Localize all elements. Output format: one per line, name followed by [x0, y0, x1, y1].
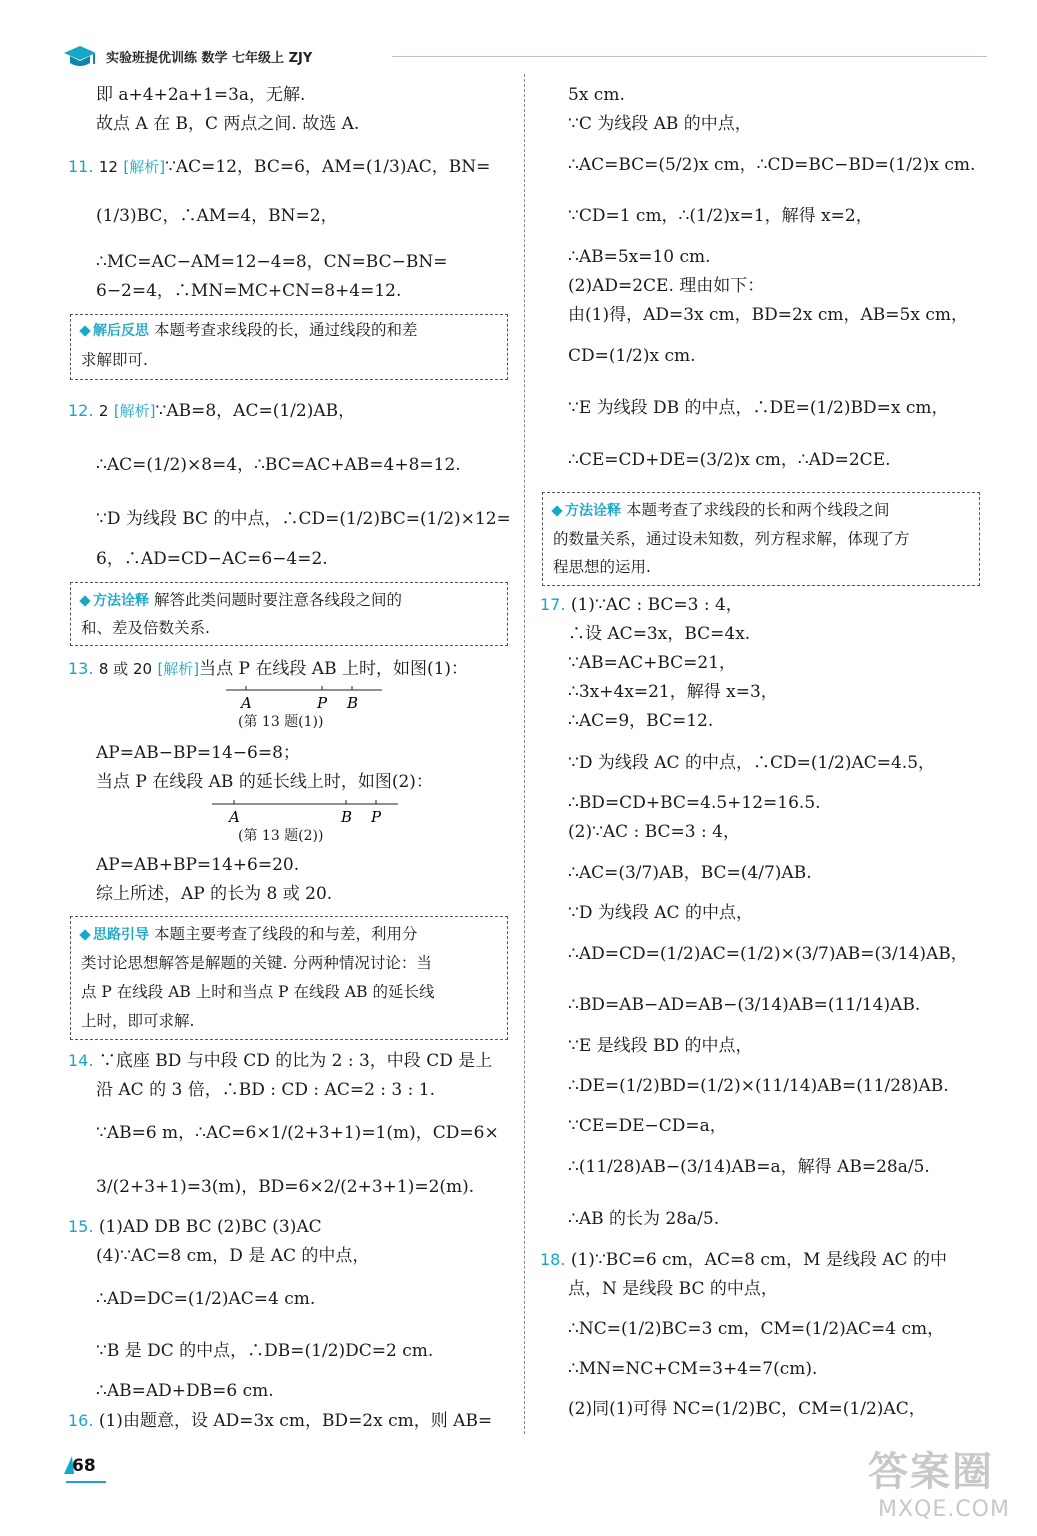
note-text: 解答此类问题时要注意各线段之间的	[153, 591, 402, 609]
text: (1)∵AC : BC=3 : 4，	[570, 595, 743, 615]
text-line: 3/(2+3+1)=3(m)，BD=6×2/(2+3+1)=2(m).	[96, 1177, 475, 1197]
text-line: ∵D 为线段 AC 的中点，	[568, 903, 753, 923]
text-line: ∵AB=AC+BC=21，	[568, 653, 737, 673]
segment-figure-2	[212, 798, 402, 828]
note-label: 解后反思	[93, 323, 149, 339]
page-number-badge	[62, 1452, 108, 1486]
text: ∵底座 BD 与中段 CD 的比为 2 : 3，中段 CD 是上	[98, 1051, 493, 1071]
question-number: 13.	[68, 659, 94, 678]
figure-caption: (第 13 题(1))	[238, 714, 324, 730]
header-rule	[392, 56, 987, 57]
note-text: 本题考查了求线段的长和两个线段之间	[625, 501, 890, 519]
watermark	[868, 1440, 1010, 1522]
watermark-bottom: MXQE.COM	[878, 1497, 1010, 1522]
bullet-icon	[79, 929, 90, 940]
note-label: 方法诠释	[93, 593, 149, 609]
text-line: ∴AC=(3/7)AB，BC=(4/7)AB.	[568, 863, 812, 883]
text-line: 综上所述，AP 的长为 8 或 20.	[96, 884, 333, 904]
watermark-top: 答案圈	[868, 1449, 994, 1495]
text-line: ∵D 为线段 BC 的中点，∴CD=(1/2)BC=(1/2)×12=	[96, 509, 511, 529]
text: (1)由题意，设 AD=3x cm，BD=2x cm，则 AB=	[98, 1411, 493, 1431]
text-line: AP=AB+BP=14+6=20.	[96, 855, 300, 875]
text-line: ∵E 是线段 BD 的中点，	[568, 1036, 753, 1056]
question-number: 11.	[68, 157, 94, 176]
text-line: 即 a+4+2a+1=3a，无解.	[96, 85, 306, 105]
answer: 8 或 20	[98, 660, 153, 678]
text-line: ∴MN=NC+CM=3+4=7(cm).	[568, 1359, 818, 1379]
text-line: (4)∵AC=8 cm，D 是 AC 的中点，	[96, 1246, 370, 1266]
text: (1)∵BC=6 cm，AC=8 cm，M 是线段 AC 的中	[570, 1250, 947, 1270]
note-box	[542, 492, 980, 586]
text-line: (2)同(1)可得 NC=(1/2)BC，CM=(1/2)AC，	[568, 1399, 926, 1419]
text-line: ∴3x+4x=21，解得 x=3，	[568, 682, 778, 702]
text-line: 6，∴AD=CD−AC=6−4=2.	[96, 549, 328, 569]
note-text: 求解即可.	[81, 351, 148, 369]
note-text: 程思想的运用.	[553, 558, 651, 576]
question-13-line	[68, 658, 468, 680]
text-line: ∴AC=BC=(5/2)x cm，∴CD=BC−BD=(1/2)x cm.	[568, 155, 976, 175]
figure-caption: (第 13 题(2))	[238, 828, 324, 844]
text-line: ∴AD=DC=(1/2)AC=4 cm.	[96, 1289, 316, 1309]
question-11-line	[68, 156, 490, 178]
note-box	[70, 916, 508, 1040]
question-number: 12.	[68, 401, 94, 420]
text-line: CD=(1/2)x cm.	[568, 346, 696, 366]
analysis-tag: [解析]	[157, 660, 200, 678]
text-line: ∴AD=CD=(1/2)AC=(1/2)×(3/7)AB=(3/14)AB，	[568, 944, 968, 964]
bullet-icon	[551, 505, 562, 516]
point-label-a: A	[241, 694, 252, 712]
text-line: ∴(11/28)AB−(3/14)AB=a，解得 AB=28a/5.	[568, 1157, 930, 1177]
question-number: 16.	[68, 1411, 94, 1430]
note-box	[70, 582, 508, 646]
text-line: 5x cm.	[568, 85, 625, 105]
point-label-a: A	[229, 808, 240, 826]
question-17-line	[540, 594, 743, 616]
question-12-line	[68, 400, 355, 422]
note-text: 本题主要考查了线段的和与差，利用分	[153, 925, 418, 943]
text-line: ∴设 AC=3x，BC=4x.	[568, 624, 751, 644]
text-line: (2)AD=2CE. 理由如下：	[568, 276, 765, 296]
note-text: 点 P 在线段 AB 上时和当点 P 在线段 AB 的延长线	[81, 983, 435, 1001]
text-line: ∴CE=CD+DE=(3/2)x cm，∴AD=2CE.	[568, 450, 891, 470]
question-15-line	[68, 1216, 322, 1238]
answer: 12	[98, 158, 118, 176]
text-line: 由(1)得，AD=3x cm，BD=2x cm，AB=5x cm，	[568, 305, 968, 325]
text-line: ∴AB 的长为 28a/5.	[568, 1209, 720, 1229]
question-number: 18.	[540, 1250, 566, 1269]
text-line: ∵CD=1 cm，∴(1/2)x=1，解得 x=2，	[568, 206, 873, 226]
header-title: 实验班提优训练 数学 七年级上 ZJY	[106, 51, 313, 66]
text: ∵AB=8，AC=(1/2)AB，	[155, 401, 356, 421]
point-label-b: B	[341, 808, 353, 826]
note-text: 上时，即可求解.	[81, 1012, 195, 1030]
page-number: 68	[72, 1456, 96, 1476]
text-line: ∴AC=(1/2)×8=4，∴BC=AC+AB=4+8=12.	[96, 455, 461, 475]
point-label-p: P	[371, 808, 382, 826]
graduation-cap-icon	[62, 44, 98, 70]
note-box	[70, 314, 508, 380]
question-18-line	[540, 1249, 947, 1271]
text-line: (1/3)BC，∴AM=4，BN=2，	[96, 206, 338, 226]
text-line: (2)∵AC : BC=3 : 4，	[568, 822, 740, 842]
point-label-b: B	[347, 694, 359, 712]
text-line: ∴NC=(1/2)BC=3 cm，CM=(1/2)AC=4 cm，	[568, 1319, 945, 1339]
note-text: 本题考查求线段的长，通过线段的和差	[153, 321, 418, 339]
text-line: AP=AB−BP=14−6=8；	[96, 743, 300, 763]
text-line: ∵E 为线段 DB 的中点，∴DE=(1/2)BD=x cm，	[568, 398, 949, 418]
question-number: 15.	[68, 1217, 94, 1236]
text-line: 6−2=4，∴MN=MC+CN=8+4=12.	[96, 281, 402, 301]
text-line: 点，N 是线段 BC 的中点，	[568, 1279, 778, 1299]
point-label-p: P	[317, 694, 328, 712]
text: (1)AD DB BC (2)BC (3)AC	[98, 1217, 322, 1237]
text-line: ∵C 为线段 AB 的中点，	[568, 114, 752, 134]
text-line: ∵CE=DE−CD=a，	[568, 1116, 727, 1136]
text-line: ∵D 为线段 AC 的中点，∴CD=(1/2)AC=4.5，	[568, 753, 936, 773]
text-line: ∴AB=5x=10 cm.	[568, 247, 711, 267]
text: 当点 P 在线段 AB 上时，如图(1)：	[199, 659, 469, 679]
note-text: 的数量关系，通过设未知数，列方程求解，体现了方	[553, 530, 910, 548]
text-line: 沿 AC 的 3 倍，∴BD : CD : AC=2 : 3 : 1.	[96, 1080, 435, 1100]
text-line: 当点 P 在线段 AB 的延长线上时，如图(2)：	[96, 772, 433, 792]
analysis-tag: [解析]	[113, 402, 156, 420]
text-line: ∵AB=6 m，∴AC=6×1/(2+3+1)=1(m)，CD=6×	[96, 1123, 499, 1143]
bullet-icon	[79, 325, 90, 336]
question-14-line	[68, 1050, 492, 1072]
analysis-tag: [解析]	[123, 158, 166, 176]
text: ∵AC=12，BC=6，AM=(1/3)AC，BN=	[165, 157, 491, 177]
column-divider	[524, 74, 525, 1434]
answer: 2	[98, 402, 109, 420]
note-text: 和、差及倍数关系.	[81, 619, 210, 637]
text-line: 故点 A 在 B，C 两点之间. 故选 A.	[96, 114, 360, 134]
text-line: ∴DE=(1/2)BD=(1/2)×(11/14)AB=(11/28)AB.	[568, 1076, 949, 1096]
question-16-line	[68, 1410, 492, 1432]
page-header	[62, 44, 987, 70]
bullet-icon	[79, 595, 90, 606]
note-text: 类讨论思想解答是解题的关键. 分两种情况讨论：当	[81, 954, 432, 972]
segment-figure-1	[226, 684, 386, 714]
question-number: 17.	[540, 595, 566, 614]
note-label: 方法诠释	[565, 503, 621, 519]
text-line: ∴BD=AB−AD=AB−(3/14)AB=(11/14)AB.	[568, 995, 921, 1015]
question-number: 14.	[68, 1051, 94, 1070]
text-line: ∴AC=9，BC=12.	[568, 711, 714, 731]
text-line: ∴MC=AC−AM=12−4=8，CN=BC−BN=	[96, 252, 448, 272]
text-line: ∵B 是 DC 的中点，∴DB=(1/2)DC=2 cm.	[96, 1341, 434, 1361]
note-label: 思路引导	[93, 927, 149, 943]
text-line: ∴AB=AD+DB=6 cm.	[96, 1381, 274, 1401]
text-line: ∴BD=CD+BC=4.5+12=16.5.	[568, 793, 821, 813]
